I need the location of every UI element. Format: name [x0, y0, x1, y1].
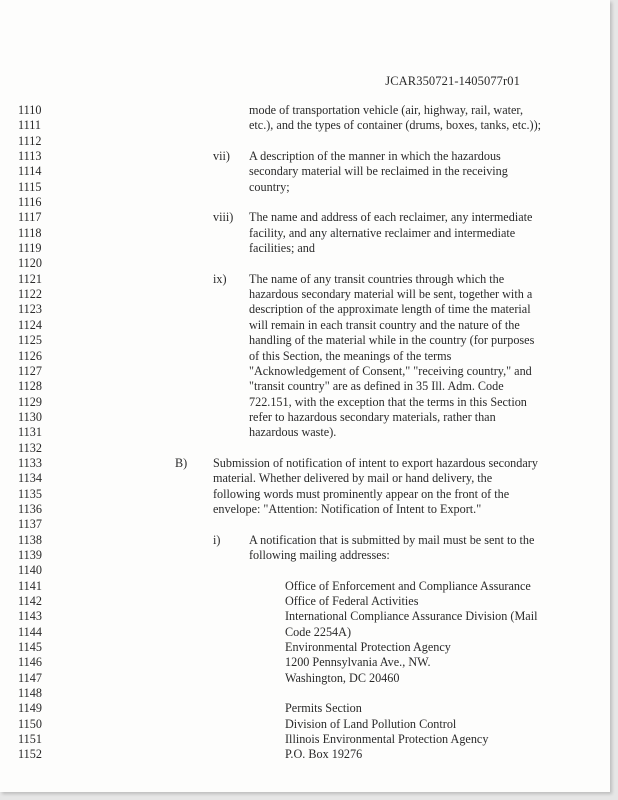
document-line: [0, 210, 610, 225]
line-number: 1128: [18, 379, 42, 394]
line-text: facility, and any alternative reclaimer and intermediate: [249, 225, 516, 240]
line-number: 1126: [18, 348, 42, 363]
document-line: [0, 395, 610, 410]
line-text: 1200 Pennsylvania Ave., NW.: [285, 655, 431, 670]
document-line: [0, 625, 610, 640]
document-line: [0, 594, 610, 609]
line-number: 1133: [18, 455, 42, 470]
line-number: 1146: [18, 655, 42, 670]
line-text: The name and address of each reclaimer, any intermediate: [249, 210, 533, 225]
line-number: 1136: [18, 501, 42, 516]
line-text: Code 2254A): [285, 624, 352, 639]
document-line: [0, 441, 610, 456]
line-text: 722.151, with the exception that the terms in this Section: [249, 394, 527, 409]
line-number: 1141: [18, 578, 42, 593]
line-text: handling of the material while in the country (for purposes: [249, 333, 535, 348]
line-number: 1118: [18, 225, 42, 240]
line-number: 1124: [18, 317, 42, 332]
line-text: hazardous waste).: [249, 425, 337, 440]
line-text: Office of Enforcement and Compliance Assurance: [285, 578, 531, 593]
line-text: Division of Land Pollution Control: [285, 716, 457, 731]
document-line: [0, 717, 610, 732]
list-label: i): [213, 532, 221, 547]
document-line: [0, 364, 610, 379]
line-text: "Acknowledgement of Consent," "receiving country," and: [249, 363, 532, 378]
line-number: 1135: [18, 486, 42, 501]
document-line: [0, 349, 610, 364]
line-text: Environmental Protection Agency: [285, 640, 451, 655]
document-line: [0, 333, 610, 348]
line-number: 1117: [18, 210, 42, 225]
document-line: [0, 502, 610, 517]
line-number: 1110: [18, 103, 42, 117]
document-line: [0, 732, 610, 747]
line-number: 1138: [18, 532, 42, 547]
line-text: envelope: "Attention: Notification of Intent to Export.": [213, 501, 482, 516]
line-number: 1139: [18, 547, 42, 562]
line-text: P.O. Box 19276: [285, 747, 363, 762]
document-line: [0, 272, 610, 287]
document-line: [0, 686, 610, 701]
line-number: 1132: [18, 440, 42, 455]
line-number: 1151: [18, 732, 42, 747]
line-number: 1119: [18, 241, 42, 256]
line-number: 1130: [18, 409, 42, 424]
line-text: "transit country" are as defined in 35 Ill. Adm. Code: [249, 379, 504, 394]
line-number: 1143: [18, 609, 42, 624]
line-text: will remain in each transit country and the nature of the: [249, 317, 520, 332]
document-line: [0, 103, 610, 118]
document-line: [0, 609, 610, 624]
line-text: hazardous secondary material will be sent, together with a: [249, 287, 533, 302]
line-number: 1113: [18, 149, 42, 164]
document-line: [0, 149, 610, 164]
line-number: 1144: [18, 624, 42, 639]
line-text: The name of any transit countries through which the: [249, 271, 505, 286]
line-number: 1148: [18, 686, 42, 701]
line-number: 1142: [18, 594, 42, 608]
line-number: 1127: [18, 363, 42, 378]
document-line: [0, 456, 610, 471]
line-text: material. Whether delivered by mail or hand delivery, the: [213, 471, 493, 486]
document-line: [0, 195, 610, 210]
line-text: Illinois Environmental Protection Agency: [285, 732, 489, 747]
document-line: [0, 118, 610, 133]
line-text: Submission of notification of intent to export hazardous secondary: [213, 455, 538, 470]
document-line: [0, 287, 610, 302]
line-number: 1125: [18, 333, 42, 348]
line-text: following mailing addresses:: [249, 547, 390, 562]
line-number: 1152: [18, 747, 42, 762]
list-label: B): [175, 455, 188, 470]
line-number: 1149: [18, 701, 42, 716]
line-text: of this Section, the meanings of the terms: [249, 348, 452, 363]
document-id-header: JCAR350721-1405077r01: [385, 74, 520, 88]
document-line: [0, 487, 610, 502]
numbered-lines: [0, 103, 610, 763]
line-number: 1129: [18, 394, 42, 409]
document-line: [0, 471, 610, 486]
document-line: [0, 579, 610, 594]
line-number: 1123: [18, 302, 42, 317]
document-line: [0, 302, 610, 317]
line-number: 1131: [18, 425, 42, 440]
document-line: [0, 256, 610, 271]
line-number: 1114: [18, 164, 42, 179]
list-label: viii): [213, 210, 234, 225]
line-number: 1147: [18, 670, 42, 685]
document-line: [0, 164, 610, 179]
list-label: ix): [213, 271, 227, 286]
document-line: [0, 379, 610, 394]
line-text: description of the approximate length of time the material: [249, 302, 531, 317]
document-line: [0, 533, 610, 548]
document-line: [0, 410, 610, 425]
document-line: [0, 655, 610, 670]
document-line: [0, 747, 610, 762]
line-text: secondary material will be reclaimed in the receiving: [249, 164, 508, 179]
line-text: mode of transportation vehicle (air, highway, rail, water,: [249, 103, 524, 117]
list-label: vii): [213, 149, 230, 164]
line-number: 1121: [18, 271, 42, 286]
document-line: [0, 241, 610, 256]
document-line: [0, 701, 610, 716]
line-number: 1111: [18, 118, 42, 133]
line-number: 1150: [18, 716, 42, 731]
document-line: [0, 226, 610, 241]
document-line: [0, 671, 610, 686]
document-line: [0, 134, 610, 149]
line-number: 1115: [18, 179, 42, 194]
document-line: [0, 517, 610, 532]
line-text: International Compliance Assurance Division (Mail: [285, 609, 538, 624]
line-text: following words must prominently appear on the front of the: [213, 486, 510, 501]
line-text: Permits Section: [285, 701, 362, 716]
document-line: [0, 548, 610, 563]
line-number: 1145: [18, 640, 42, 655]
line-number: 1140: [18, 563, 42, 578]
line-number: 1137: [18, 517, 42, 532]
line-number: 1120: [18, 256, 42, 271]
line-text: refer to hazardous secondary materials, rather than: [249, 409, 496, 424]
document-line: [0, 425, 610, 440]
line-number: 1116: [18, 195, 42, 210]
line-text: A notification that is submitted by mail must be sent to the: [249, 532, 535, 547]
line-text: country;: [249, 179, 290, 194]
line-number: 1112: [18, 133, 42, 148]
line-text: A description of the manner in which the hazardous: [249, 149, 501, 164]
document-line: [0, 180, 610, 195]
document-line: [0, 318, 610, 333]
line-text: facilities; and: [249, 241, 315, 256]
line-number: 1122: [18, 287, 42, 302]
line-text: etc.), and the types of container (drums, boxes, tanks, etc.));: [249, 118, 542, 133]
line-text: Washington, DC 20460: [285, 670, 400, 685]
line-number: 1134: [18, 471, 42, 486]
document-line: [0, 640, 610, 655]
line-text: Office of Federal Activities: [285, 594, 419, 608]
document-line: [0, 563, 610, 578]
